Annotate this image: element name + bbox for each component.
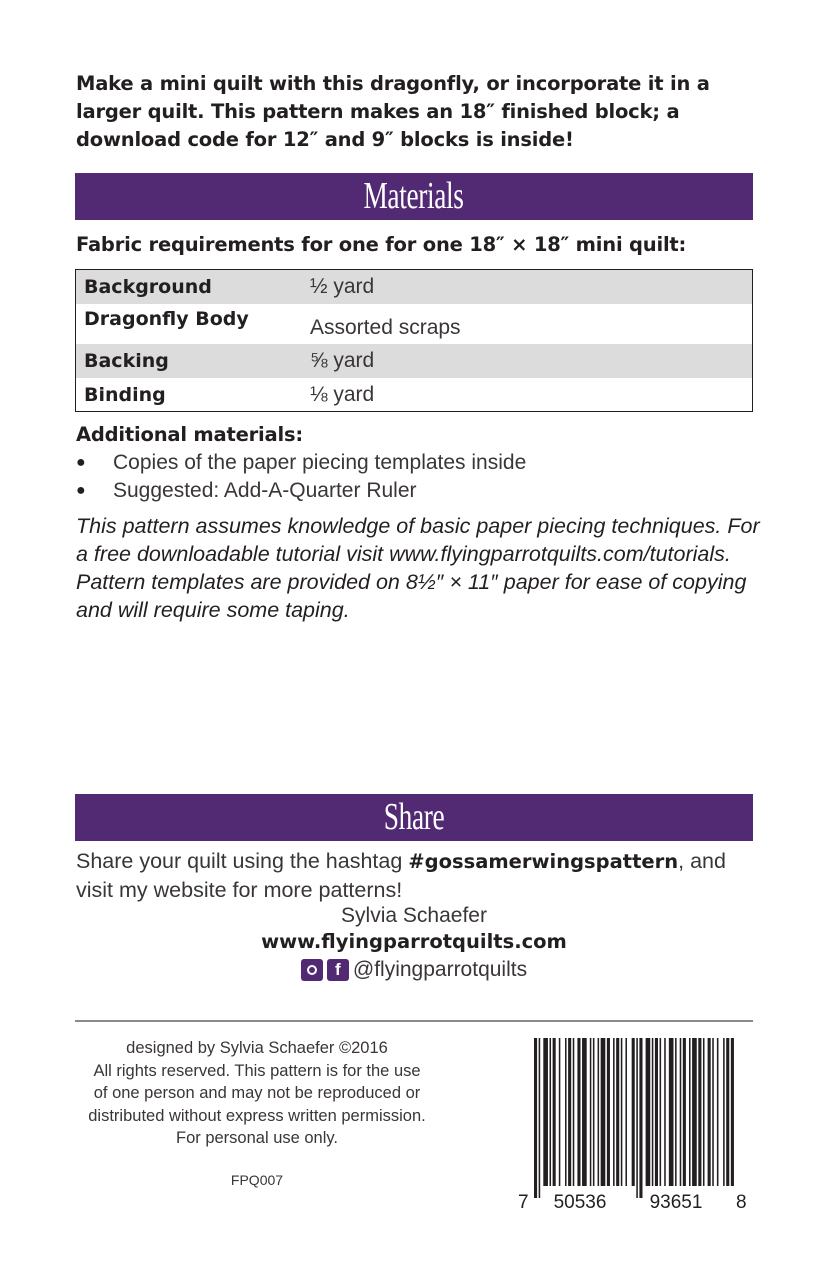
share-banner (75, 794, 753, 841)
barcode-bar (717, 1038, 719, 1186)
barcode-bar (669, 1038, 674, 1186)
list-item-text: Copies of the paper piecing templates inside (113, 451, 527, 474)
barcode-bar (590, 1038, 592, 1186)
barcode-bar (543, 1038, 548, 1186)
legal-line: For personal use only. (175, 1129, 339, 1147)
additional-materials-heading: Additional materials: (76, 423, 303, 446)
material-name: Backing (84, 350, 169, 372)
material-amount: ⅝ yard (310, 349, 375, 372)
material-name: Dragonfly Body (84, 308, 249, 330)
share-text-start: Share your quilt using the hashtag (76, 849, 409, 873)
technique-note: This pattern assumes knowledge of basic paper piecing techniques. For a free downloadable tutorial visit www.flyingparrotquilts.com/tutorials. Pattern templates are provided on 8½″ × 11″ paper for ease of copying and will require some taping. (76, 514, 760, 622)
product-code: FPQ007 (230, 1172, 284, 1188)
barcode-bar (652, 1038, 654, 1186)
share-title: Share (383, 796, 445, 838)
legal-line: of one person and may not be reproduced or (93, 1084, 421, 1102)
barcode-bar (616, 1038, 619, 1186)
barcode-bar (680, 1038, 682, 1186)
barcode-bar (565, 1038, 567, 1186)
material-name: Background (84, 276, 212, 298)
barcode-bar (726, 1038, 729, 1186)
barcode-bar (712, 1038, 714, 1186)
footer-divider (75, 1020, 753, 1022)
materials-title: Materials (363, 175, 465, 217)
facebook-icon[interactable]: f (327, 959, 349, 981)
barcode-bar (632, 1038, 635, 1186)
barcode-bar (723, 1038, 725, 1186)
website-link[interactable]: www.flyingparrotquilts.com (261, 930, 567, 953)
barcode-bar (689, 1038, 691, 1186)
table-row (76, 378, 752, 411)
barcode-bar (534, 1038, 537, 1198)
barcode-bar (553, 1038, 556, 1186)
social-handle-line (76, 958, 752, 982)
legal-line: designed by Sylvia Schaefer ©2016 (126, 1039, 388, 1057)
additional-materials-list (76, 449, 526, 505)
social-handle: @flyingparrotquilts (352, 958, 528, 981)
barcode-bar (683, 1038, 686, 1186)
barcode-bar (703, 1038, 705, 1186)
barcode-bar (636, 1038, 638, 1198)
barcode-bar (664, 1038, 666, 1186)
barcode-bar (731, 1038, 734, 1186)
table-row (76, 344, 752, 378)
legal-line: distributed without express written permission. (88, 1106, 426, 1125)
barcode-digit-last: 8 (736, 1192, 747, 1213)
material-name: Binding (84, 383, 166, 406)
materials-banner (75, 173, 753, 220)
barcode-digit-first: 7 (518, 1192, 529, 1213)
hashtag: #gossamerwingspattern (408, 850, 679, 873)
barcode-bar (568, 1038, 571, 1186)
barcode-bar (646, 1038, 651, 1186)
barcode-bar (577, 1038, 580, 1186)
list-item (76, 477, 526, 505)
legal-notice (76, 1037, 438, 1150)
barcode-digits-right: 93651 (649, 1192, 703, 1213)
barcode-bar (607, 1038, 610, 1186)
barcode-bar (708, 1038, 711, 1186)
instagram-icon[interactable] (301, 959, 323, 981)
material-amount: ⅛ yard (310, 382, 375, 406)
barcode-bar (675, 1038, 677, 1186)
material-amount: Assorted scraps (310, 316, 461, 339)
legal-line: All rights reserved. This pattern is for the use (93, 1061, 421, 1080)
barcode-bar (692, 1038, 697, 1186)
barcode-bar (660, 1038, 662, 1186)
barcode-bar (621, 1038, 623, 1186)
barcode (512, 1038, 752, 1214)
barcode-digits-left: 50536 (553, 1192, 607, 1213)
materials-table (75, 269, 753, 412)
barcode-bar (613, 1038, 615, 1186)
barcode-bar (698, 1038, 701, 1186)
barcode-bar (625, 1038, 627, 1186)
list-item (76, 449, 526, 477)
barcode-bar (539, 1038, 541, 1198)
material-amount: ½ yard (310, 275, 375, 298)
list-item-text: Suggested: Add-A-Quarter Ruler (113, 479, 417, 502)
share-paragraph (76, 847, 766, 904)
barcode-bar (639, 1038, 642, 1198)
author-name: Sylvia Schaefer (341, 904, 487, 927)
barcode-bar (601, 1038, 606, 1186)
barcode-bar (582, 1038, 587, 1186)
barcode-bar (550, 1038, 552, 1186)
barcode-bar (593, 1038, 595, 1186)
barcode-bar (598, 1038, 600, 1186)
barcode-bar (559, 1038, 561, 1186)
intro-paragraph: Make a mini quilt with this dragonfly, or incorporate it in a larger quilt. This pattern makes an 18″ finished block; a download code for 12″ and 9″ blocks is inside! (76, 72, 710, 151)
bullet-icon: ● (76, 454, 86, 471)
barcode-bar (655, 1038, 658, 1186)
table-row (76, 270, 752, 304)
fabric-requirements-heading: Fabric requirements for one for one 18″ × 18″ mini quilt: (76, 233, 687, 256)
bullet-icon: ● (76, 482, 86, 499)
share-text-end: , and visit my website for more patterns! (76, 849, 726, 902)
table-row (76, 304, 752, 344)
barcode-bar (573, 1038, 575, 1186)
